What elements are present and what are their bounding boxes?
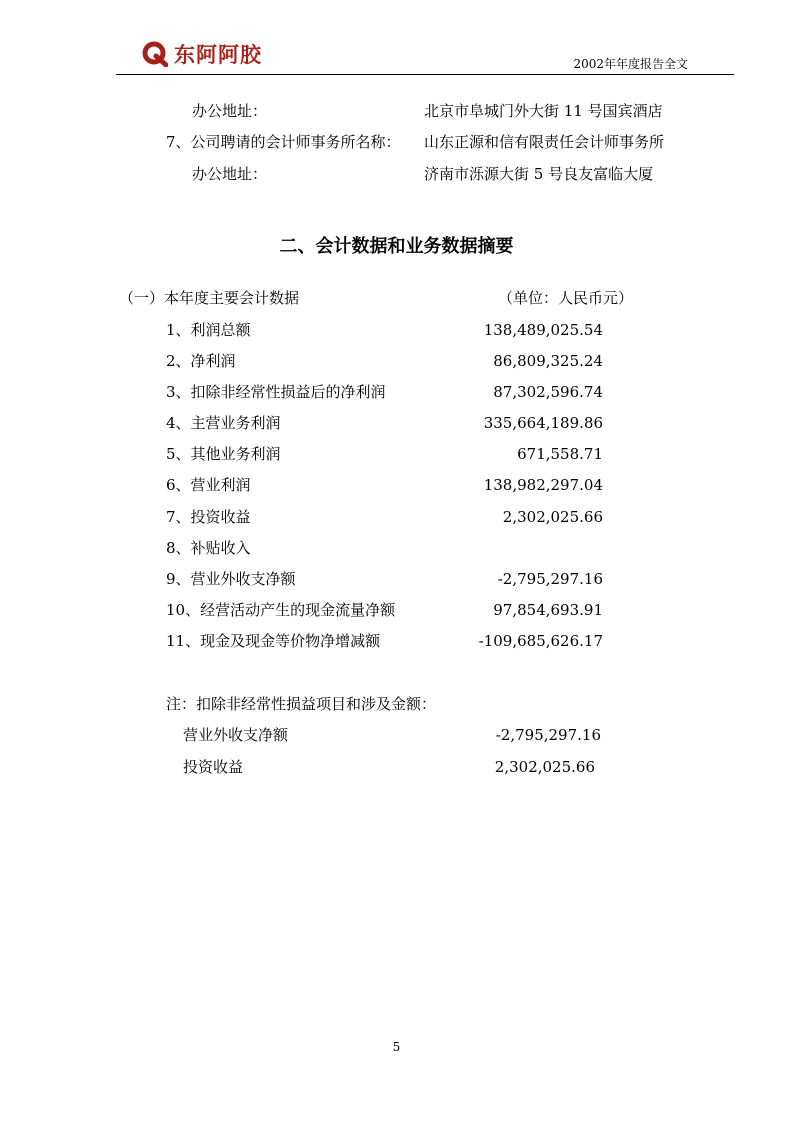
note-item-label: 营业外收支净额 [183,726,289,744]
auditor-label: 7、公司聘请的会计师事务所名称： [166,133,401,151]
logo-text: 东阿阿胶 [174,43,262,67]
item-label: 2、净利润 [166,352,236,370]
item-value: -2,795,297.16 [497,570,603,588]
unit-label: （单位：人民币元） [498,289,634,307]
office-address-label-1: 办公地址： [192,102,268,120]
item-label: 9、营业外收支净额 [166,570,296,588]
item-label: 10、经营活动产生的现金流量净额 [166,601,396,619]
office-address-value-2: 济南市泺源大街 5 号良友富临大厦 [424,165,654,183]
item-label: 5、其他业务利润 [166,445,281,463]
item-value: 2,302,025.66 [502,508,603,526]
item-value: 138,982,297.04 [483,476,603,494]
page-number: 5 [392,1040,401,1054]
item-value: 671,558.71 [517,445,603,463]
item-label: 7、投资收益 [166,508,251,526]
item-value: 86,809,325.24 [493,352,603,370]
office-address-label-2: 办公地址： [192,165,268,183]
office-address-value-1: 北京市阜城门外大街 11 号国宾酒店 [424,102,663,120]
note-item-value: -2,795,297.16 [495,726,601,744]
note-title: 注：扣除非经常性损益项目和涉及金额： [166,695,437,713]
item-label: 4、主营业务利润 [166,414,281,432]
item-value: 97,854,693.91 [493,601,603,619]
item-value: -109,685,626.17 [478,632,603,650]
report-title: 2002年年度报告全文 [573,57,688,71]
item-label: 11、现金及现金等价物净增减额 [166,632,381,650]
item-label: 1、利润总额 [166,321,251,339]
note-item-label: 投资收益 [183,758,244,776]
logo-mark-icon [142,41,168,67]
item-value: 87,302,596.74 [493,383,603,401]
item-label: 3、扣除非经常性损益后的净利润 [166,383,386,401]
item-label: 6、营业利润 [166,476,251,494]
section-title: 二、会计数据和业务数据摘要 [279,236,514,257]
note-item-value: 2,302,025.66 [494,758,595,776]
company-logo [142,40,262,68]
subsection-label: （一）本年度主要会计数据 [119,289,300,307]
item-value: 138,489,025.54 [483,321,603,339]
page-header [116,36,734,75]
auditor-value: 山东正源和信有限责任会计师事务所 [424,133,665,151]
item-label: 8、补贴收入 [166,539,251,557]
item-value: 335,664,189.86 [483,414,603,432]
